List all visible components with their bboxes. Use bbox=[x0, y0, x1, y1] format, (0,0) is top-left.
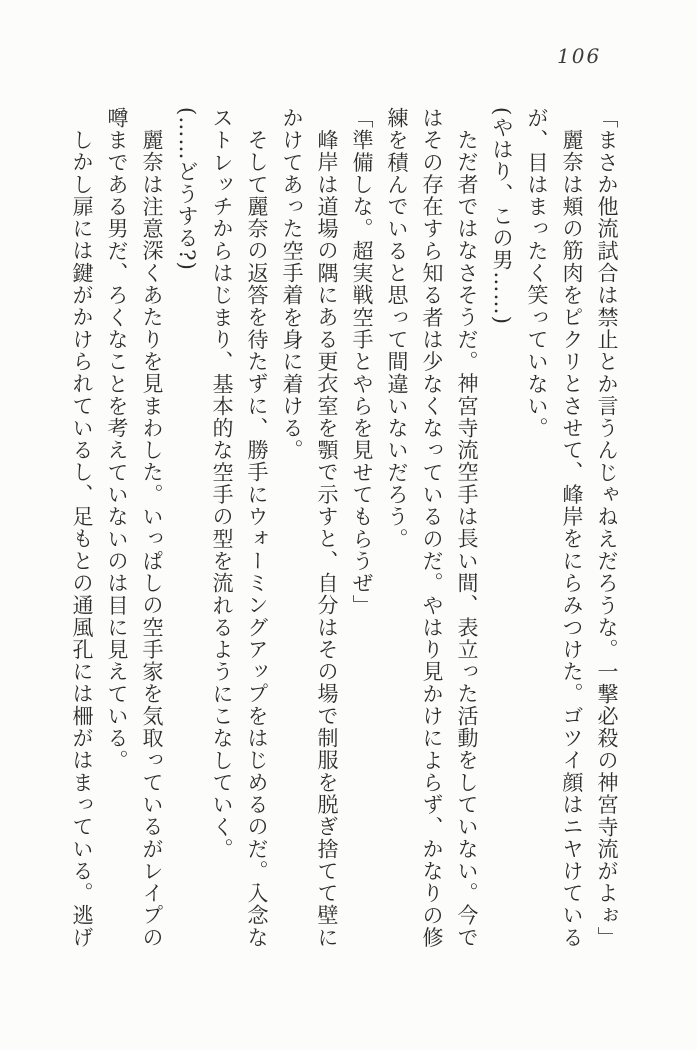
text-line: 峰岸は道場の隅にある更衣室を顎で示すと、自分はその場で制服を脱ぎ捨てて壁に bbox=[315, 129, 339, 949]
text-line: ストレッチからはじまり、基本的な空手の型を流れるようにこなしていく。 bbox=[210, 107, 234, 861]
page-number: 106 bbox=[557, 44, 602, 68]
text-line: が、目はまったく笑っていない。 bbox=[525, 107, 549, 440]
text-line: (やはり、この男……) bbox=[490, 107, 514, 326]
text-line: ただ者ではなさそうだ。神宮寺流空手は長い間、表立った活動をしていない。今で bbox=[455, 129, 479, 949]
text-line: 「まさか他流試合は禁止とか言うんじゃねえだろうな。一撃必殺の神宮寺流がよぉ」 bbox=[595, 107, 619, 949]
text-line: 麗奈は注意深くあたりを見まわした。いっぱしの空手家を気取っているがレイプの bbox=[140, 129, 164, 949]
text-line: しかし扉には鍵がかけられているし、足もとの通風孔には柵がはまっている。逃げ bbox=[70, 129, 94, 949]
text-line: はその存在すら知る者は少なくなっているのだ。やはり見かけによらず、かなりの修 bbox=[420, 107, 444, 949]
vertical-text-block bbox=[63, 107, 624, 953]
text-line: 「準備しな。超実戦空手とやらを見せてもらうぜ」 bbox=[350, 107, 374, 617]
text-line: 噂まである男だ、ろくなことを考えていないのは目に見えている。 bbox=[105, 107, 129, 772]
text-line: 練を積んでいると思って間違いないだろう。 bbox=[385, 107, 409, 550]
text-line: かけてあった空手着を身に着ける。 bbox=[280, 107, 304, 462]
text-line: 麗奈は頬の筋肉をピクリとさせて、峰岸をにらみつけた。ゴツイ顔はニヤけている bbox=[560, 129, 584, 949]
text-line: (……どうする?) bbox=[175, 107, 199, 271]
text-line: そして麗奈の返答を待たずに、勝手にウォーミングアップをはじめるのだ。入念な bbox=[245, 129, 269, 949]
